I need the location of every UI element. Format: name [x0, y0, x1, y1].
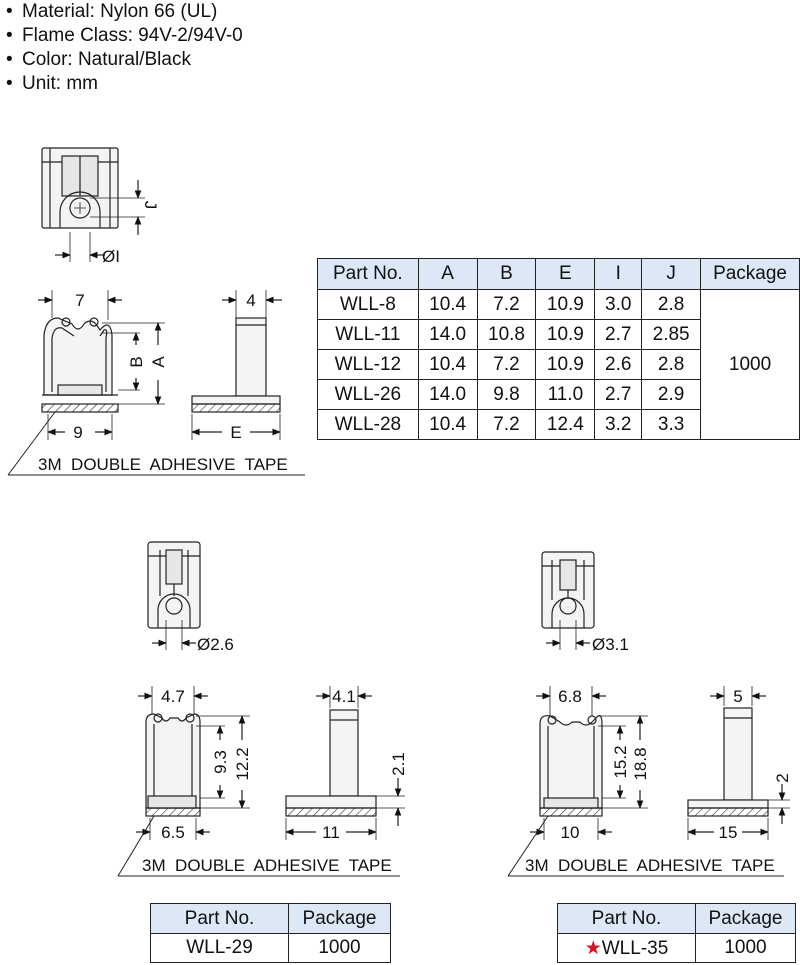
table-header-row [558, 904, 796, 934]
cell-part: WLL-29 [151, 934, 289, 963]
dim-e: E [230, 423, 242, 442]
col-header: I [595, 259, 642, 290]
main-spec-table [317, 258, 800, 440]
table-header-row [318, 259, 800, 290]
dim-a: A [149, 356, 168, 368]
table-row [318, 290, 800, 320]
col-header: B [477, 259, 536, 290]
col-header: A [418, 259, 477, 290]
wll29-side-view [286, 686, 405, 840]
cell-part: WLL-12 [318, 350, 419, 380]
dim-width-top: 4.7 [161, 687, 185, 706]
bullet-icon: • [6, 1, 13, 22]
cell-part: WLL-8 [318, 290, 419, 320]
cell-i: 2.6 [595, 350, 642, 380]
dim-thickness: 5 [733, 687, 743, 706]
cell-a: 10.4 [418, 350, 477, 380]
cell-e: 11.0 [536, 380, 595, 410]
dim-hole: Ø3.1 [592, 635, 629, 654]
cell-e: 10.9 [536, 320, 595, 350]
dim-hole: Ø2.6 [197, 635, 234, 654]
wll29-table [150, 903, 391, 963]
cell-b: 10.8 [477, 320, 536, 350]
part-number: WLL-35 [601, 937, 669, 959]
cell-package: 1000 [701, 290, 800, 440]
dim-base-length: 15 [718, 823, 738, 842]
dim-height: 18.8 [631, 747, 650, 781]
cell-package: 1000 [289, 934, 391, 963]
wll35-drawing [508, 552, 790, 876]
cell-a: 14.0 [418, 320, 477, 350]
tape-label: 3M DOUBLE ADHESIVE TAPE [142, 856, 392, 875]
cell-j: 2.9 [642, 380, 701, 410]
cell-j: 2.8 [642, 290, 701, 320]
tape-label: 3M DOUBLE ADHESIVE TAPE [38, 455, 288, 474]
main-drawing [8, 148, 305, 475]
col-header: Part No. [318, 259, 419, 290]
dim-width-bottom: 10 [560, 823, 580, 842]
cell-j: 2.8 [642, 350, 701, 380]
cell-b: 7.2 [477, 350, 536, 380]
table-header-row [151, 904, 391, 934]
dim-base-length: 11 [322, 823, 340, 842]
wll35-side-view [688, 686, 790, 840]
col-header: Part No. [558, 904, 696, 934]
cell-part: WLL-11 [318, 320, 419, 350]
dim-b: B [127, 356, 146, 368]
dim-thickness: 4.1 [332, 687, 356, 706]
cell-part: WLL-26 [318, 380, 419, 410]
col-header: Package [289, 904, 391, 934]
dim-base-height: 2 [773, 773, 792, 783]
cell-part: WLL-28 [318, 410, 419, 440]
cell-a: 10.4 [418, 410, 477, 440]
dim-j: J [141, 200, 160, 210]
cell-b: 9.8 [477, 380, 536, 410]
cell-e: 12.4 [536, 410, 595, 440]
col-header: J [642, 259, 701, 290]
dim-height: 12.2 [233, 747, 252, 781]
cell-part [558, 934, 696, 963]
cell-a: 14.0 [418, 380, 477, 410]
cell-i: 2.7 [595, 380, 642, 410]
dim-inner: 9.3 [211, 750, 230, 774]
bullet-icon: • [6, 49, 13, 70]
dim-width-top: 7 [75, 291, 85, 310]
cell-e: 10.9 [536, 350, 595, 380]
cell-package: 1000 [696, 934, 796, 963]
dim-width-top: 6.8 [558, 687, 582, 706]
dim-width-bottom: 6.5 [161, 823, 185, 842]
col-header: Part No. [151, 904, 289, 934]
cell-j: 3.3 [642, 410, 701, 440]
cell-b: 7.2 [477, 410, 536, 440]
wll29-top-view [148, 542, 200, 650]
dim-thickness: 4 [246, 291, 256, 310]
cell-i: 3.2 [595, 410, 642, 440]
cell-i: 3.0 [595, 290, 642, 320]
table-row [151, 934, 391, 963]
table-row [558, 934, 796, 963]
dim-width-bottom: 9 [73, 423, 83, 442]
col-header: Package [696, 904, 796, 934]
col-header: E [536, 259, 595, 290]
spec-color: Color: Natural/Black [22, 49, 191, 70]
main-top-view [42, 148, 145, 262]
star-icon: ★ [584, 937, 602, 959]
dim-inner: 15.2 [611, 745, 630, 779]
bullet-icon: • [6, 25, 13, 46]
wll35-table [557, 903, 796, 963]
spec-flame-class: Flame Class: 94V-2/94V-0 [22, 25, 243, 46]
cell-b: 7.2 [477, 290, 536, 320]
cell-e: 10.9 [536, 290, 595, 320]
cell-j: 2.85 [642, 320, 701, 350]
dim-base-height: 2.1 [389, 752, 408, 776]
dim-hole: ØI [102, 247, 120, 266]
spec-unit: Unit: mm [22, 73, 98, 94]
tape-label: 3M DOUBLE ADHESIVE TAPE [525, 856, 775, 875]
main-side-view [192, 290, 282, 440]
bullet-icon: • [6, 73, 13, 94]
spec-material: Material: Nylon 66 (UL) [22, 1, 218, 22]
wll35-top-view [542, 552, 594, 650]
col-header: Package [701, 259, 800, 290]
cell-a: 10.4 [418, 290, 477, 320]
cell-i: 2.7 [595, 320, 642, 350]
